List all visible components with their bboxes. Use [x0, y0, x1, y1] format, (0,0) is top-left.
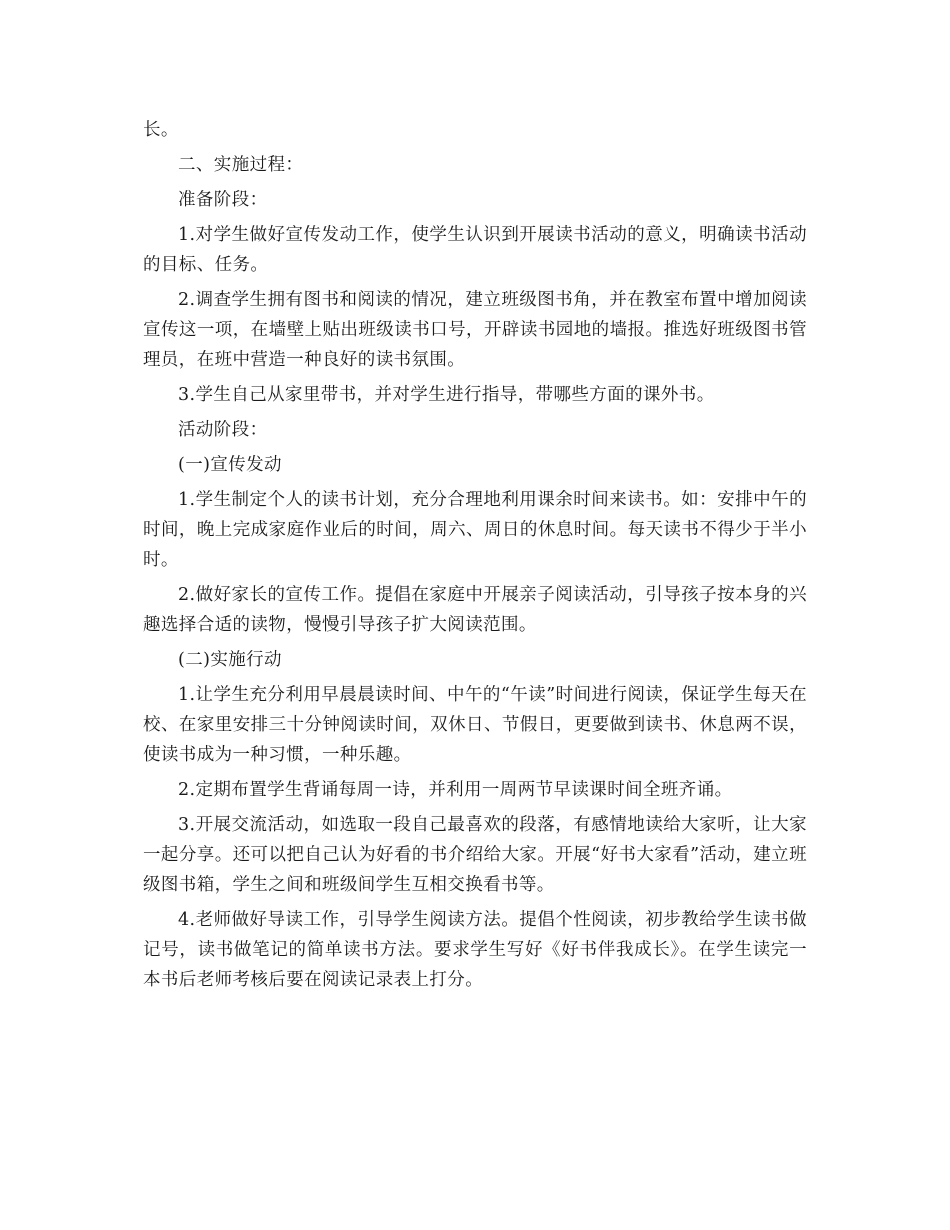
paragraph-action-item-4: 4.老师做好导读工作，引导学生阅读方法。提倡个性阅读，初步教给学生读书做记号，读书做笔记的简单读书方法。要求学生写好《好书伴我成长》。在学生读完一本书后老师考核后要在阅读记录表上打分。	[143, 910, 807, 990]
paragraph-prep-item-1: 1.对学生做好宣传发动工作，使学生认识到开展读书活动的意义，明确读书活动的目标、任务。	[143, 225, 807, 275]
document-body	[143, 115, 807, 1000]
paragraph-continuation: 长。	[143, 120, 179, 140]
paragraph-prep-item-3: 3.学生自己从家里带书，并对学生进行指导，带哪些方面的课外书。	[178, 385, 715, 405]
paragraph-publicity-item-1: 1.学生制定个人的读书计划，充分合理地利用课余时间来读书。如：安排中午的时间，晚上完成家庭作业后的时间，周六、周日的休息时间。每天读书不得少于半小时。	[143, 490, 807, 570]
section-heading-implementation: 二、实施过程：	[178, 155, 304, 175]
paragraph-publicity-item-2: 2.做好家长的宣传工作。提倡在家庭中开展亲子阅读活动，引导孩子按本身的兴趣选择合适的读物，慢慢引导孩子扩大阅读范围。	[143, 585, 807, 635]
paragraph-prep-item-2: 2.调查学生拥有图书和阅读的情况，建立班级图书角，并在教室布置中增加阅读宣传这一项，在墙壁上贴出班级读书口号，开辟读书园地的墙报。推选好班级图书管理员，在班中营造一种良好的读书氛围。	[143, 290, 807, 370]
subheading-publicity: (一)宣传发动	[178, 455, 282, 475]
subheading-implementation-action: (二)实施行动	[178, 650, 282, 670]
paragraph-action-item-3: 3.开展交流活动，如选取一段自己最喜欢的段落，有感情地读给大家听，让大家一起分享。还可以把自己认为好看的书介绍给大家。开展“好书大家看”活动，建立班级图书箱，学生之间和班级间学生互相交换看书等。	[143, 815, 807, 895]
subheading-preparation-stage: 准备阶段：	[178, 190, 268, 210]
subheading-activity-stage: 活动阶段：	[178, 420, 268, 440]
paragraph-action-item-2: 2.定期布置学生背诵每周一诗，并利用一周两节早读课时间全班齐诵。	[178, 780, 733, 800]
paragraph-action-item-1: 1.让学生充分利用早晨晨读时间、中午的“午读”时间进行阅读，保证学生每天在校、在家里安排三十分钟阅读时间，双休日、节假日，更要做到读书、休息两不误，使读书成为一种习惯，一种乐趣。	[143, 685, 807, 765]
